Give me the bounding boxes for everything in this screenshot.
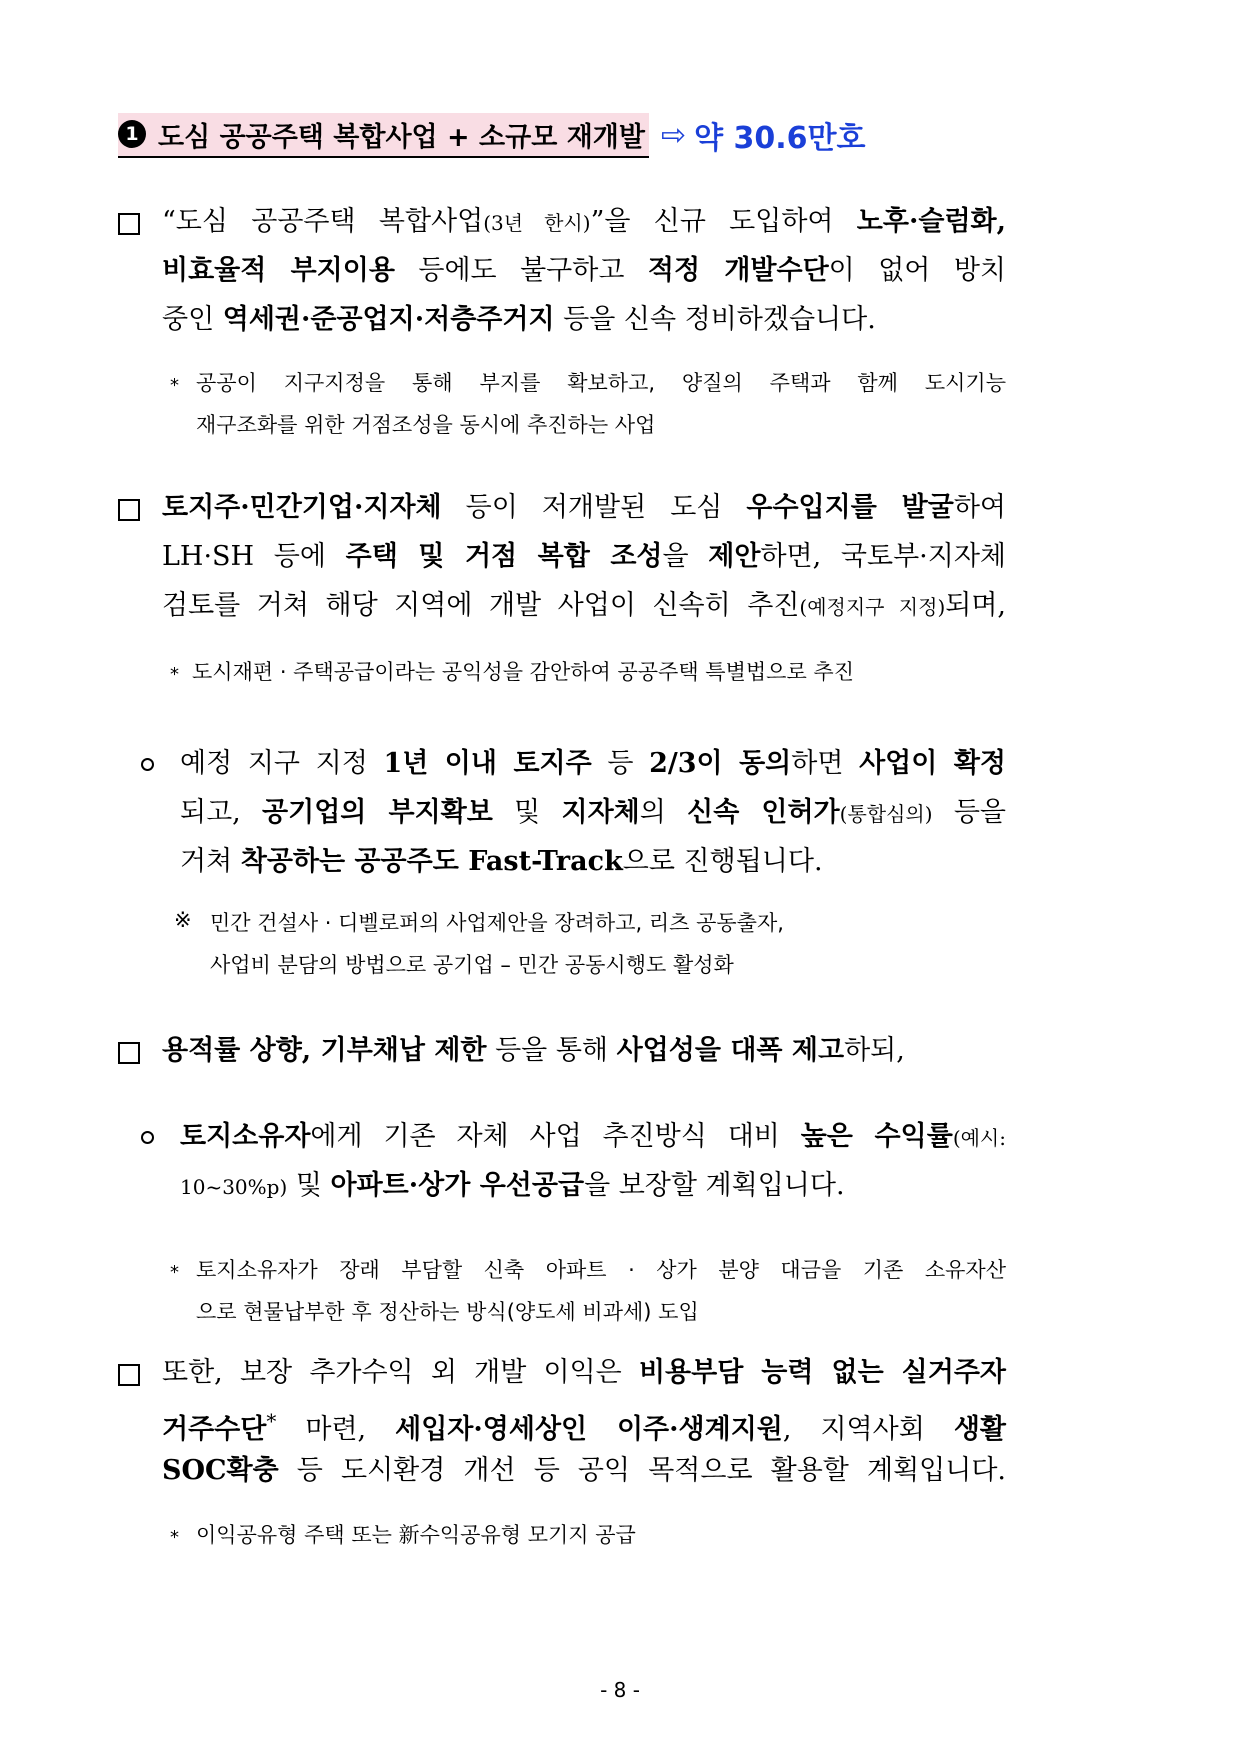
paragraph-2 <box>162 483 1006 630</box>
p5-note-line2: 으로 현물납부한 후 정산하는 방식(양도세 비과세) 도입 <box>196 1300 699 1324</box>
p1-footnote <box>196 362 1006 446</box>
checkbox-bullet-icon <box>118 1042 140 1064</box>
p1-line3: 중인 역세권·준공업지·저층주거지 등을 신속 정비하겠습니다. <box>162 304 876 335</box>
asterisk-icon: * <box>170 664 179 685</box>
reference-mark-icon: ※ <box>174 908 192 932</box>
p1-line2: 비효율적 부지이용 등에도 불구하고 적정 개발수단이 없어 방치 <box>162 255 1006 286</box>
asterisk-icon: * <box>170 1527 179 1548</box>
checkbox-bullet-icon <box>118 213 140 235</box>
p3-line2: 되고, 공기업의 부지확보 및 지자체의 신속 인허가(통합심의) 등을 <box>180 797 1006 828</box>
p1-note-line2: 재구조화를 위한 거점조성을 동시에 추진하는 사업 <box>196 413 656 437</box>
paragraph-6 <box>162 1348 1006 1495</box>
p5-line1: 토지소유자에게 기존 자체 사업 추진방식 대비 높은 수익률(예시: <box>180 1121 1006 1152</box>
asterisk-icon: * <box>170 375 179 396</box>
p3-note-line2: 사업비 분담의 방법으로 공기업 – 민간 공동시행도 활성화 <box>210 953 734 977</box>
p2-note-line1: 도시재편 · 주택공급이라는 공익성을 감안하여 공공주택 특별법으로 추진 <box>192 660 854 684</box>
circle-bullet-icon <box>141 1131 154 1144</box>
p1-line1: “도심 공공주택 복합사업(3년 한시)”을 신규 도입하여 노후·슬럼화, <box>162 206 1007 237</box>
arrow-right-icon: ⇨ <box>660 117 687 153</box>
checkbox-bullet-icon <box>118 499 140 521</box>
p4-line1: 용적률 상향, 기부채납 제한 등을 통해 사업성을 대폭 제고하되, <box>162 1035 905 1066</box>
p2-line3: 검토를 거쳐 해당 지역에 개발 사업이 신속히 추진(예정지구 지정)되며, <box>162 590 1006 621</box>
checkbox-bullet-icon <box>118 1364 140 1386</box>
p3-footnote <box>210 902 980 986</box>
page-number: - 8 - <box>600 1678 640 1702</box>
paragraph-5 <box>180 1112 1006 1210</box>
paragraph-3 <box>180 739 1006 886</box>
p6-line3: SOC확충 등 도시환경 개선 등 공익 목적으로 활용할 계획입니다. <box>162 1455 1006 1486</box>
heading-title: 도심 공공주택 복합사업 + 소규모 재개발 <box>158 121 645 153</box>
p1-note-line1: 공공이 지구지정을 통해 부지를 확보하고, 양질의 주택과 함께 도시기능 <box>196 371 1006 395</box>
asterisk-icon: * <box>170 1262 179 1283</box>
paragraph-1 <box>162 197 1006 344</box>
p6-footnote <box>196 1514 996 1556</box>
p6-line2: 거주수단* 마련, 세입자·영세상인 이주·생계지원, 지역사회 생활 <box>162 1409 1007 1445</box>
section-heading <box>118 112 865 158</box>
p3-note-line1: 민간 건설사 · 디벨로퍼의 사업제안을 장려하고, 리츠 공동출자, <box>210 911 784 935</box>
p5-footnote <box>196 1249 1006 1333</box>
paragraph-4 <box>162 1026 1006 1075</box>
heading-result: 약 30.6만호 <box>694 121 866 156</box>
p6-line1: 또한, 보장 추가수익 외 개발 이익은 비용부담 능력 없는 실거주자 <box>162 1357 1006 1388</box>
p2-line1: 토지주·민간기업·지자체 등이 저개발된 도심 우수입지를 발굴하여 <box>162 492 1006 523</box>
p5-note-line1: 토지소유자가 장래 부담할 신축 아파트 · 상가 분양 대금을 기존 소유자산 <box>196 1258 1006 1282</box>
circle-bullet-icon <box>141 758 154 771</box>
heading-highlight <box>118 113 649 158</box>
p5-line2: 10~30%p) 및 아파트·상가 우선공급을 보장할 계획입니다. <box>180 1170 845 1201</box>
p2-line2: LH·SH 등에 주택 및 거점 복합 조성을 제안하면, 국토부·지자체 <box>162 541 1006 572</box>
p3-line1: 예정 지구 지정 1년 이내 토지주 등 2/3이 동의하면 사업이 확정 <box>180 748 1006 779</box>
number-badge-icon: 1 <box>118 120 146 148</box>
p2-footnote <box>192 651 1012 693</box>
p3-line3: 거쳐 착공하는 공공주도 Fast-Track으로 진행됩니다. <box>180 846 823 877</box>
p6-note-line1: 이익공유형 주택 또는 新수익공유형 모기지 공급 <box>196 1523 636 1547</box>
